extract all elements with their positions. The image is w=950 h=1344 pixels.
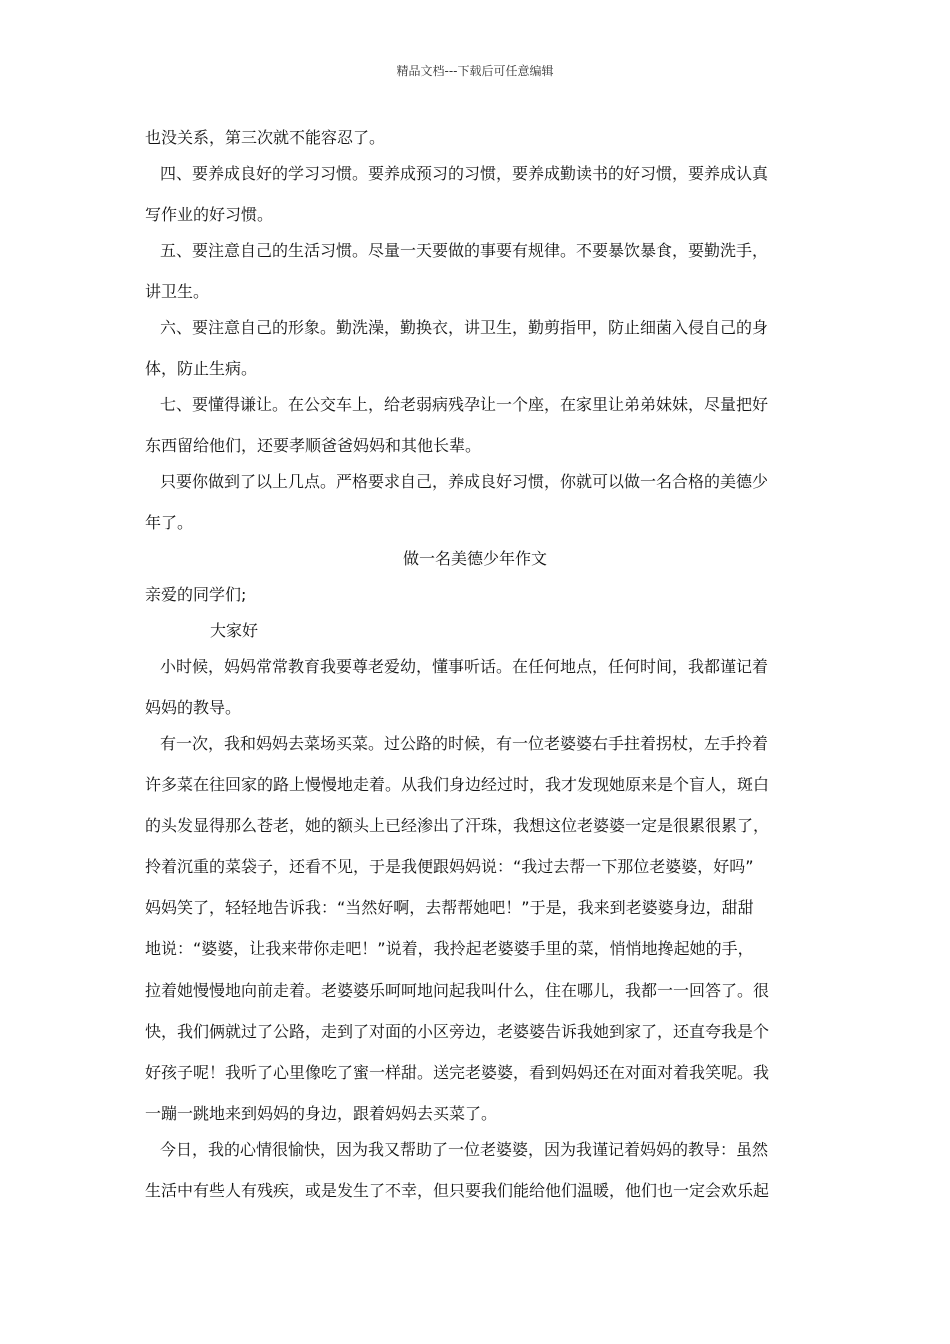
greeting: 大家好 bbox=[210, 621, 259, 640]
text-line: 今日，我的心情很愉快，因为我又帮助了一位老婆婆，因为我谨记着妈妈的教导：虽然 bbox=[160, 1140, 769, 1159]
text-line: 年了。 bbox=[145, 513, 194, 532]
text-line: 也没关系，第三次就不能容忍了。 bbox=[145, 128, 386, 147]
text-line: 拉着她慢慢地向前走着。老婆婆乐呵呵地问起我叫什么，住在哪儿，我都一一回答了。很 bbox=[145, 981, 770, 1000]
text-line: 有一次，我和妈妈去菜场买菜。过公路的时候，有一位老婆婆右手拄着拐杖，左手拎着 bbox=[160, 734, 769, 753]
text-line: 快，我们俩就过了公路，走到了对面的小区旁边，老婆婆告诉我她到家了，还直夸我是个 bbox=[145, 1022, 770, 1041]
text-line: 东西留给他们，还要孝顺爸爸妈妈和其他长辈。 bbox=[145, 436, 482, 455]
text-line: 五、要注意自己的生活习惯。尽量一天要做的事要有规律。不要暴饮暴食，要勤洗手， bbox=[160, 241, 769, 260]
text-line: 好孩子呢！我听了心里像吃了蜜一样甜。送完老婆婆，看到妈妈还在对面对着我笑呢。我 bbox=[145, 1063, 770, 1082]
text-line: 拎着沉重的菜袋子，还看不见，于是我便跟妈妈说：“我过去帮一下那位老婆婆，好吗” bbox=[145, 857, 754, 876]
text-line: 讲卫生。 bbox=[145, 282, 210, 301]
text-line: 小时候，妈妈常常教育我要尊老爱幼，懂事听话。在任何地点，任何时间，我都谨记着 bbox=[160, 657, 769, 676]
text-line: 许多菜在往回家的路上慢慢地走着。从我们身边经过时，我才发现她原来是个盲人，斑白 bbox=[145, 775, 770, 794]
text-line: 一蹦一跳地来到妈妈的身边，跟着妈妈去买菜了。 bbox=[145, 1104, 498, 1123]
text-line: 只要你做到了以上几点。严格要求自己，养成良好习惯，你就可以做一名合格的美德少 bbox=[160, 472, 769, 491]
essay-title: 做一名美德少年作文 bbox=[402, 549, 547, 568]
text-line: 亲爱的同学们; bbox=[145, 585, 247, 604]
text-line: 生活中有些人有残疾，或是发生了不幸，但只要我们能给他们温暖，他们也一定会欢乐起 bbox=[145, 1181, 770, 1200]
text-line: 四、要养成良好的学习习惯。要养成预习的习惯，要养成勤读书的好习惯，要养成认真 bbox=[160, 164, 769, 183]
text-line: 七、要懂得谦让。在公交车上，给老弱病残孕让一个座，在家里让弟弟妹妹，尽量把好 bbox=[160, 395, 769, 414]
text-line: 写作业的好习惯。 bbox=[145, 205, 274, 224]
text-line: 妈妈笑了，轻轻地告诉我：“当然好啊，去帮帮她吧！”于是，我来到老婆婆身边，甜甜 bbox=[145, 898, 754, 917]
text-line: 六、要注意自己的形象。勤洗澡，勤换衣，讲卫生，勤剪指甲，防止细菌入侵自己的身 bbox=[160, 318, 769, 337]
text-line: 体，防止生病。 bbox=[145, 359, 258, 378]
page-header: 精品文档---下载后可任意编辑 bbox=[396, 64, 554, 78]
text-line: 的头发显得那么苍老，她的额头上已经渗出了汗珠，我想这位老婆婆一定是很累很累了， bbox=[145, 816, 770, 835]
text-line: 妈妈的教导。 bbox=[145, 698, 242, 717]
text-line: 地说：“婆婆，让我来带你走吧！”说着，我拎起老婆婆手里的菜，悄悄地搀起她的手， bbox=[145, 939, 754, 958]
